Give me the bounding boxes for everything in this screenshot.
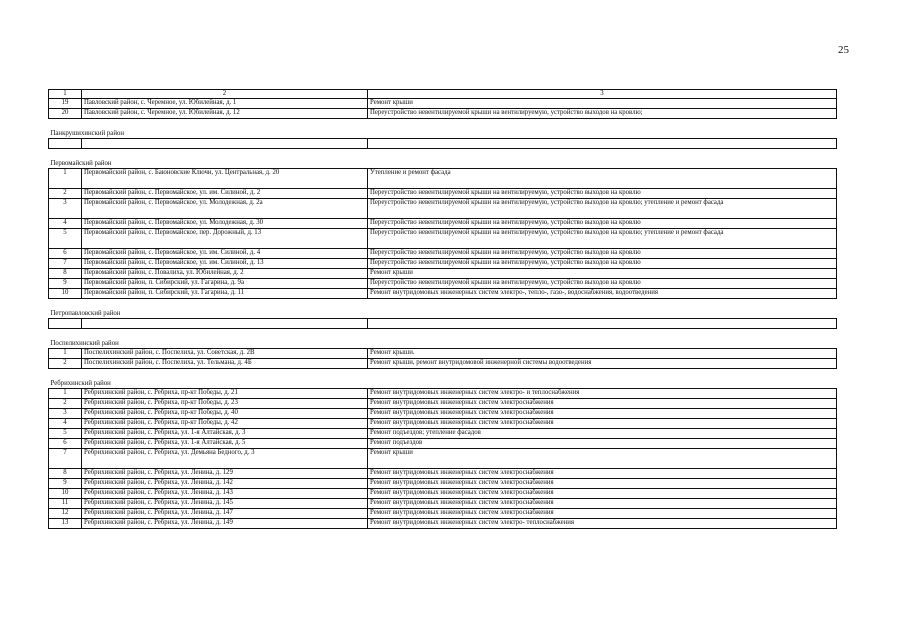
row-work: Переустройство невентилируемой крыши на вентилируемую, устройство выходов на кровлю; xyxy=(368,108,837,118)
row-number: 2 xyxy=(49,398,82,408)
table-row xyxy=(49,198,837,218)
district-row xyxy=(49,368,837,388)
district-heading: Первомайский район xyxy=(49,148,837,168)
row-work: Ремонт внутридомовых инженерных систем электроснабжения xyxy=(368,508,837,518)
row-address: Поспелихинский район, с. Поспелиха, ул. Тельмана, д. 4Б xyxy=(82,358,368,368)
row-number: 8 xyxy=(49,268,82,278)
row-work: Ремонт крыши xyxy=(368,448,837,468)
row-address: Первомайский район, с. Баюновские Ключи, ул. Центральная, д. 20 xyxy=(82,168,368,188)
row-address: Первомайский район, п. Сибирский, ул. Гагарина, д. 11 xyxy=(82,288,368,298)
row-number: 5 xyxy=(49,428,82,438)
district-row xyxy=(49,118,837,138)
row-number: 19 xyxy=(49,98,82,108)
table-row xyxy=(49,468,837,478)
row-address: Ребрихинский район, с. Ребриха, пр-кт Победы, д. 42 xyxy=(82,418,368,428)
header-col-2: 2 xyxy=(82,90,368,99)
row-address: Первомайский район, с. Первомайское, ул. Молодежная, д. 30 xyxy=(82,218,368,228)
row-work: Ремонт крыши, ремонт внутридомовой инженерной системы водоотведения xyxy=(368,358,837,368)
table-row xyxy=(49,388,837,398)
row-number: 1 xyxy=(49,388,82,398)
row-work: Ремонт подъездов xyxy=(368,438,837,448)
row-address: Первомайский район, с. Первомайское, пер. Дорожный, д. 13 xyxy=(82,228,368,248)
empty-cell xyxy=(368,138,837,148)
row-address: Ребрихинский район, с. Ребриха, пр-кт Победы, д. 21 xyxy=(82,388,368,398)
row-address: Ребрихинский район, с. Ребриха, ул. 1-я Алтайская, д. 5 xyxy=(82,438,368,448)
row-work: Переустройство невентилируемой крыши на вентилируемую, устройство выходов на кровлю xyxy=(368,248,837,258)
row-address: Ребрихинский район, с. Ребриха, ул. Демьяна Бедного, д. 3 xyxy=(82,448,368,468)
empty-cell xyxy=(82,318,368,328)
row-work: Ремонт крыши xyxy=(368,98,837,108)
row-number: 2 xyxy=(49,358,82,368)
row-number: 6 xyxy=(49,438,82,448)
row-work: Переустройство невентилируемой крыши на вентилируемую, устройство выходов на кровлю; утепление и ремонт фасада xyxy=(368,198,837,218)
row-work: Ремонт внутридомовых инженерных систем электро- и теплоснабжения xyxy=(368,388,837,398)
district-heading: Петропавловский район xyxy=(49,298,837,318)
row-work: Переустройство невентилируемой крыши на вентилируемую, устройство выходов на кровлю; утепление и ремонт фасада xyxy=(368,228,837,248)
district-heading: Поспелихинский район xyxy=(49,328,837,348)
row-address: Павловский район, с. Черемное, ул. Юбилейная, д. 1 xyxy=(82,98,368,108)
row-work: Переустройство невентилируемой крыши на вентилируемую, устройство выходов на кровлю xyxy=(368,218,837,228)
table-row xyxy=(49,258,837,268)
row-work: Переустройство невентилируемой крыши на вентилируемую, устройство выходов на кровлю xyxy=(368,278,837,288)
table-row xyxy=(49,488,837,498)
row-work: Ремонт внутридомовых инженерных систем электроснабжения xyxy=(368,408,837,418)
table-row xyxy=(49,348,837,358)
table-row xyxy=(49,358,837,368)
row-work: Переустройство невентилируемой крыши на вентилируемую, устройство выходов на кровлю xyxy=(368,258,837,268)
table-row xyxy=(49,418,837,428)
row-work: Ремонт внутридомовых инженерных систем электроснабжения xyxy=(368,398,837,408)
row-address: Ребрихинский район, с. Ребриха, ул. Ленина, д. 149 xyxy=(82,518,368,528)
row-number: 7 xyxy=(49,448,82,468)
table-row xyxy=(49,98,837,108)
empty-cell xyxy=(82,138,368,148)
row-address: Ребрихинский район, с. Ребриха, ул. 1-я Алтайская, д. 3 xyxy=(82,428,368,438)
row-number: 1 xyxy=(49,348,82,358)
row-number: 4 xyxy=(49,218,82,228)
table-body xyxy=(49,90,837,529)
row-work: Утепление и ремонт фасада xyxy=(368,168,837,188)
table-row xyxy=(49,278,837,288)
repair-program-table xyxy=(48,89,837,529)
row-number: 4 xyxy=(49,418,82,428)
row-work: Ремонт подъездов; утепление фасадов xyxy=(368,428,837,438)
table-row xyxy=(49,218,837,228)
row-address: Ребрихинский район, с. Ребриха, ул. Ленина, д. 129 xyxy=(82,468,368,478)
district-row xyxy=(49,298,837,318)
row-address: Первомайский район, с. Первомайское, ул. им. Силиной, д. 4 xyxy=(82,248,368,258)
row-number: 20 xyxy=(49,108,82,118)
table-row xyxy=(49,168,837,188)
row-number: 5 xyxy=(49,228,82,248)
row-number: 13 xyxy=(49,518,82,528)
table-row xyxy=(49,428,837,438)
row-address: Ребрихинский район, с. Ребриха, пр-кт Победы, д. 23 xyxy=(82,398,368,408)
row-work: Переустройство невентилируемой крыши на вентилируемую, устройство выходов на кровлю xyxy=(368,188,837,198)
table-row xyxy=(49,408,837,418)
row-address: Ребрихинский район, с. Ребриха, ул. Ленина, д. 142 xyxy=(82,478,368,488)
row-number: 9 xyxy=(49,278,82,288)
table-row xyxy=(49,268,837,278)
row-work: Ремонт крыши. xyxy=(368,348,837,358)
header-col-3: 3 xyxy=(368,90,837,99)
row-address: Первомайский район, п. Сибирский, ул. Гагарина, д. 9а xyxy=(82,278,368,288)
row-number: 11 xyxy=(49,498,82,508)
district-row xyxy=(49,148,837,168)
table-row xyxy=(49,248,837,258)
empty-cell xyxy=(49,138,82,148)
empty-row xyxy=(49,138,837,148)
empty-row xyxy=(49,318,837,328)
row-number: 3 xyxy=(49,408,82,418)
table-header-row xyxy=(49,90,837,99)
row-address: Первомайский район, с. Первомайское, ул. им. Силиной, д. 2 xyxy=(82,188,368,198)
table-row xyxy=(49,228,837,248)
header-col-1: 1 xyxy=(49,90,82,99)
table-row xyxy=(49,108,837,118)
table-row xyxy=(49,188,837,198)
table-row xyxy=(49,498,837,508)
row-number: 10 xyxy=(49,288,82,298)
row-work: Ремонт внутридомовых инженерных систем электро-, тепло-, газо-, водоснабжения, водоотведения xyxy=(368,288,837,298)
row-work: Ремонт внутридомовых инженерных систем электроснабжения xyxy=(368,478,837,488)
row-number: 12 xyxy=(49,508,82,518)
table-row xyxy=(49,478,837,488)
row-number: 7 xyxy=(49,258,82,268)
empty-cell xyxy=(49,318,82,328)
row-address: Первомайский район, с. Первомайское, ул. Молодежная, д. 2а xyxy=(82,198,368,218)
row-number: 10 xyxy=(49,488,82,498)
row-number: 1 xyxy=(49,168,82,188)
row-number: 3 xyxy=(49,198,82,218)
row-address: Первомайский район, с. Повалиха, ул. Юбилейная, д. 2 xyxy=(82,268,368,278)
table-row xyxy=(49,508,837,518)
row-address: Первомайский район, с. Первомайское, ул. им. Силиной, д. 13 xyxy=(82,258,368,268)
table-row xyxy=(49,448,837,468)
table-row xyxy=(49,438,837,448)
row-work: Ремонт внутридомовых инженерных систем электро- теплоснабжения xyxy=(368,518,837,528)
district-heading: Ребрихинский район xyxy=(49,368,837,388)
page-number: 25 xyxy=(838,44,849,56)
row-work: Ремонт внутридомовых инженерных систем электроснабжения xyxy=(368,418,837,428)
row-number: 9 xyxy=(49,478,82,488)
row-address: Ребрихинский район, с. Ребриха, пр-кт Победы, д. 40 xyxy=(82,408,368,418)
row-address: Павловский район, с. Черемное, ул. Юбилейная, д. 12 xyxy=(82,108,368,118)
row-address: Ребрихинский район, с. Ребриха, ул. Ленина, д. 143 xyxy=(82,488,368,498)
row-work: Ремонт внутридомовых инженерных систем электроснабжения xyxy=(368,498,837,508)
row-number: 8 xyxy=(49,468,82,478)
row-address: Поспелихинский район, с. Поспелиха, ул. Советская, д. 2В xyxy=(82,348,368,358)
table-row xyxy=(49,518,837,528)
row-number: 2 xyxy=(49,188,82,198)
row-work: Ремонт внутридомовых инженерных систем электроснабжения xyxy=(368,488,837,498)
district-heading: Панкрушихинский район xyxy=(49,118,837,138)
row-work: Ремонт крыши xyxy=(368,268,837,278)
row-address: Ребрихинский район, с. Ребриха, ул. Ленина, д. 145 xyxy=(82,498,368,508)
table-row xyxy=(49,398,837,408)
row-work: Ремонт внутридомовых инженерных систем электроснабжения xyxy=(368,468,837,478)
row-address: Ребрихинский район, с. Ребриха, ул. Ленина, д. 147 xyxy=(82,508,368,518)
district-row xyxy=(49,328,837,348)
empty-cell xyxy=(368,318,837,328)
table-row xyxy=(49,288,837,298)
row-number: 6 xyxy=(49,248,82,258)
